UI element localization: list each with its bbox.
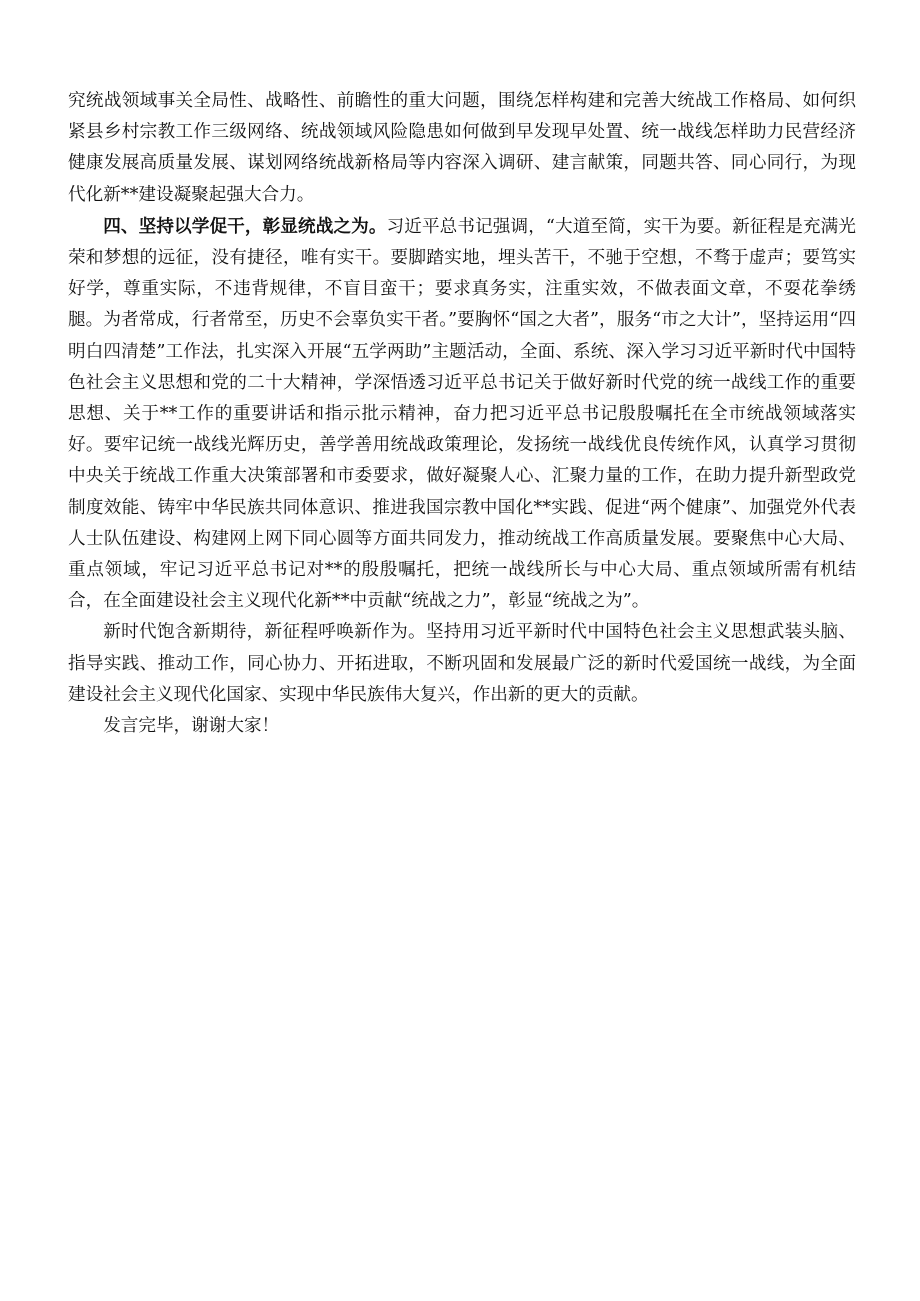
document-body [68,86,856,742]
paragraph-section-four [68,211,856,618]
paragraph-text: 究统战领域事关全局性、战略性、前瞻性的重大问题，围绕怎样构建和完善大统战工作格局、如何织紧县乡村宗教工作三级网络、统战领域风险隐患如何做到早发现早处置、统一战线怎样助力民营经济健康发展高质量发展、谋划网络统战新格局等内容深入调研、建言献策，同题共答、同心同行，为现代化新**建设凝聚起强大合力。 [68,91,856,205]
paragraph-conclusion [68,617,856,711]
paragraph-continuation [68,86,856,211]
section-heading: 四、坚持以学促干，彰显统战之为。 [103,215,387,237]
paragraph-text: 发言完毕，谢谢大家！ [103,716,280,737]
paragraph-text: 新时代饱含新期待，新征程呼唤新作为。坚持用习近平新时代中国特色社会主义思想武装头脑、指导实践、推动工作，同心协力、开拓进取，不断巩固和发展最广泛的新时代爱国统一战线，为全面建设社会主义现代化国家、实现中华民族伟大复兴，作出新的更大的贡献。 [68,622,856,705]
paragraph-closing [68,711,856,742]
paragraph-text: 习近平总书记强调，“大道至简，实干为要。新征程是充满光荣和梦想的远征，没有捷径，唯有实干。要脚踏实地，埋头苦干，不驰于空想，不骛于虚声；要笃实好学，尊重实际，不违背规律，不盲目蛮干；要求真务实，注重实效，不做表面文章，不耍花拳绣腿。为者常成，行者常至，历史不会辜负实干者。”要胸怀“国之大者”，服务“市之大计”，坚持运用“四明白四清楚”工作法，扎实深入开展“五学两助”主题活动，全面、系统、深入学习习近平新时代中国特色社会主义思想和党的二十大精神，学深悟透习近平总书记关于做好新时代党的统一战线工作的重要思想、关于**工作的重要讲话和指示批示精神，奋力把习近平总书记殷殷嘱托在全市统战领域落实好。要牢记统一战线光辉历史，善学善用统战政策理论，发扬统一战线优良传统作风，认真学习贯彻中央关于统战工作重大决策部署和市委要求，做好凝聚人心、汇聚力量的工作，在助力提升新型政党制度效能、铸牢中华民族共同体意识、推进我国宗教中国化**实践、促进“两个健康”、加强党外代表人士队伍建设、构建网上网下同心圆等方面共同发力，推动统战工作高质量发展。要聚焦中心大局、重点领域，牢记习近平总书记对**的殷殷嘱托，把统一战线所长与中心大局、重点领域所需有机结合，在全面建设社会主义现代化新**中贡献“统战之力”，彰显“统战之为”。 [68,216,856,612]
